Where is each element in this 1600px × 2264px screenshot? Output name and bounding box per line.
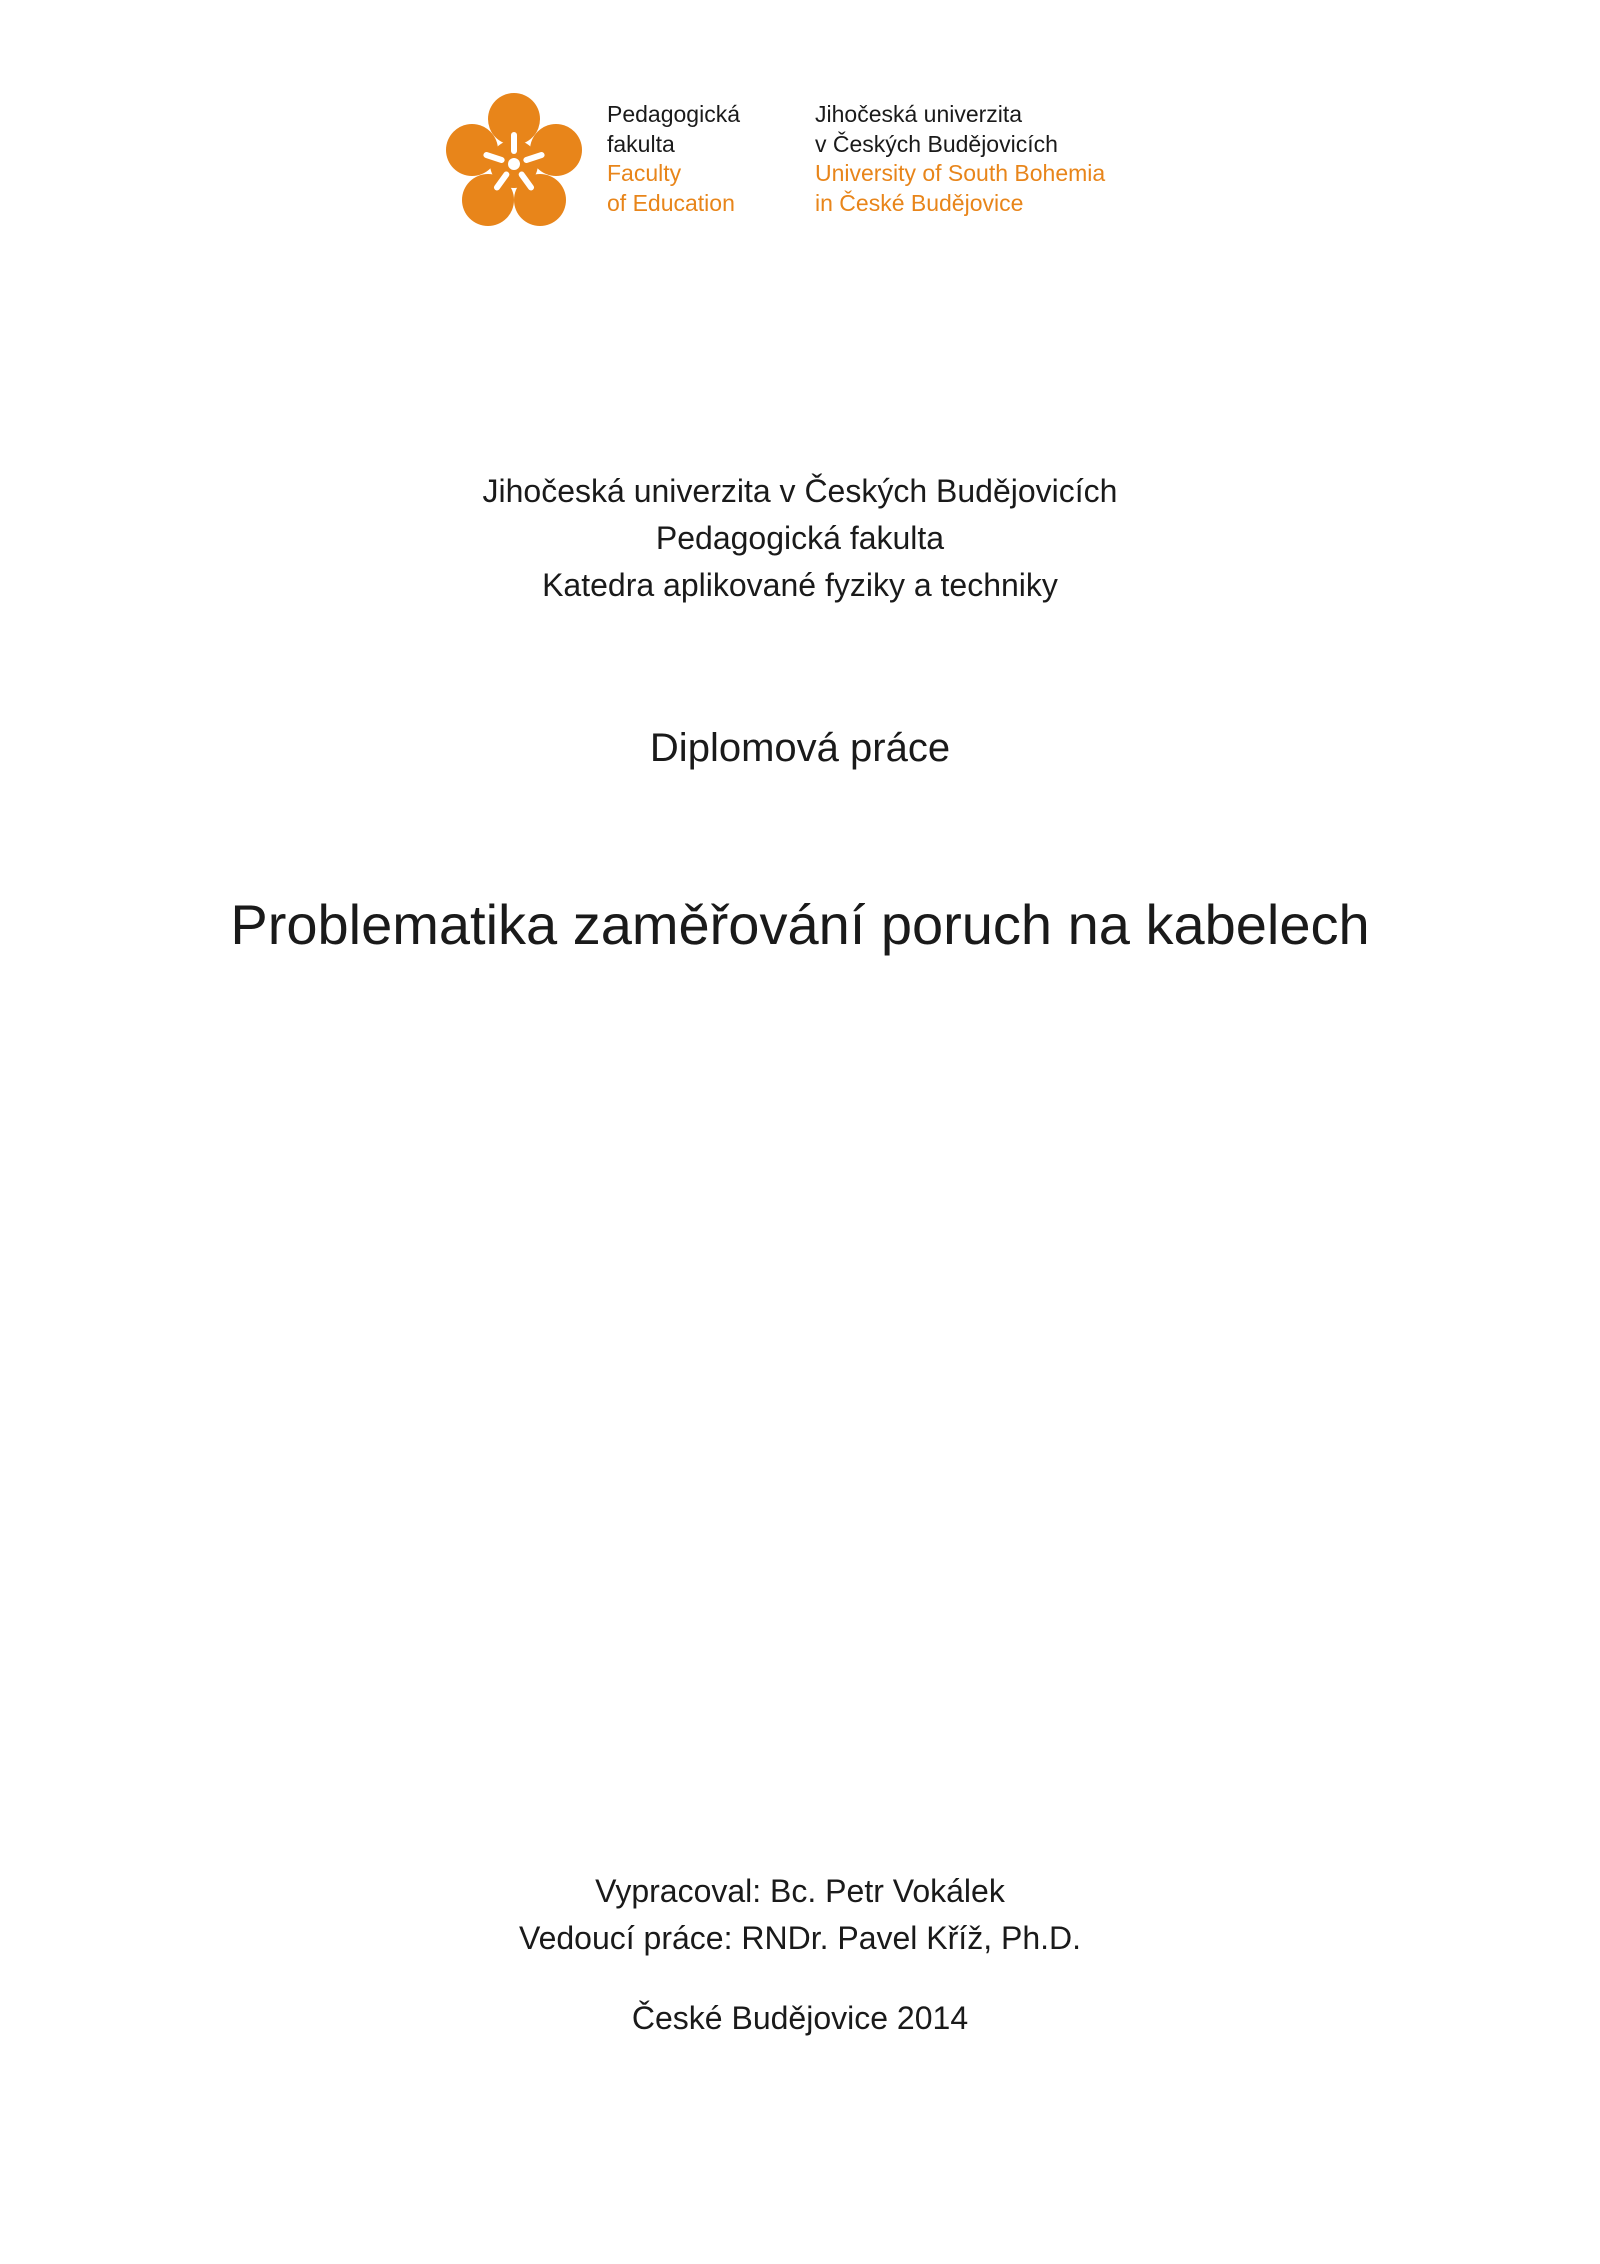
- thesis-type: Diplomová práce: [649, 726, 951, 770]
- institution-block: [0, 468, 1600, 609]
- department-name: Katedra aplikované fyziky a techniky: [542, 567, 1058, 603]
- logo-university-cz-line1: Jihočeská univerzita: [815, 101, 1023, 127]
- logo-university-en-line2: in České Budějovice: [815, 189, 1024, 216]
- logo-university-cz-line2: v Českých Budějovicích: [815, 130, 1058, 157]
- university-name: Jihočeská univerzita v Českých Budějovicích: [482, 473, 1118, 509]
- thesis-title: Problematika zaměřování poruch na kabelech: [230, 893, 1370, 956]
- logo-university-text: [815, 100, 1105, 218]
- logo-faculty-en-line2: of Education: [607, 189, 735, 216]
- faculty-logo: [444, 92, 1164, 232]
- author-line: Vypracoval: Bc. Petr Vokálek: [595, 1873, 1005, 1909]
- logo-faculty-cz-line1: Pedagogická: [607, 101, 740, 127]
- logo-faculty-en-line1: Faculty: [607, 160, 682, 186]
- faculty-name: Pedagogická fakulta: [655, 520, 945, 556]
- logo-university-en-line1: University of South Bohemia: [815, 160, 1106, 186]
- logo-faculty-cz-line2: fakulta: [607, 130, 675, 157]
- logo-faculty-text: [607, 100, 740, 218]
- supervisor-line: Vedoucí práce: RNDr. Pavel Kříž, Ph.D.: [518, 1920, 1081, 1956]
- flower-icon: [444, 92, 584, 232]
- place-year: České Budějovice 2014: [631, 2000, 969, 2036]
- authors-block: [0, 1868, 1600, 1962]
